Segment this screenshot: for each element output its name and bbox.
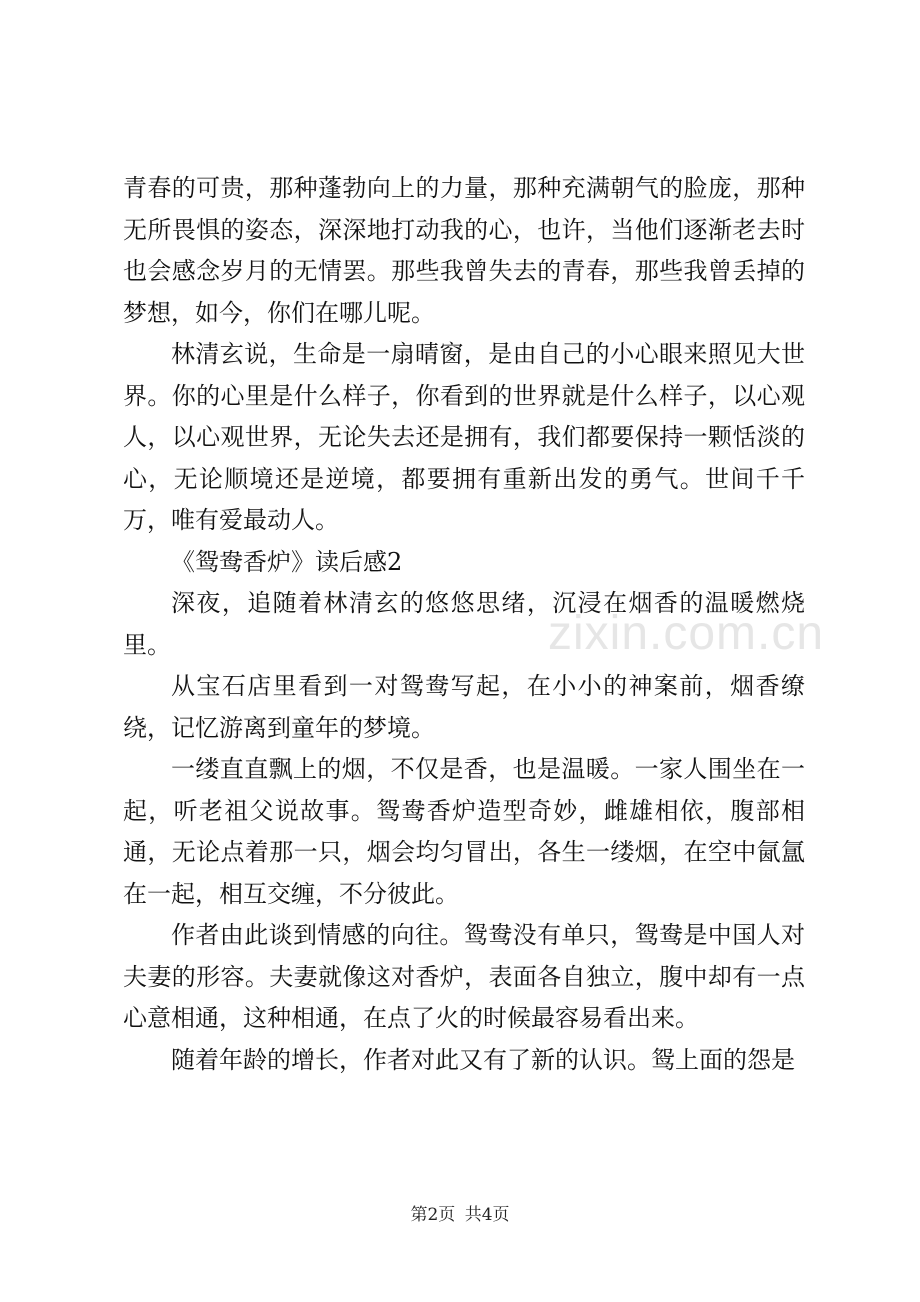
paragraph-1: 青春的可贵，那种蓬勃向上的力量，那种充满朝气的脸庞，那种无所畏惧的姿态，深深地打动我的心，也许，当他们逐渐老去时也会感念岁月的无情罢。那些我曾失去的青春，那些我曾丢掉的梦想，如今，你们在哪儿呢。: [123, 174, 805, 327]
paragraph-7: 随着年龄的增长，作者对此又有了新的认识。鸳上面的怨是: [171, 1045, 795, 1074]
paragraph-4: 从宝石店里看到一对鸳鸯写起，在小小的神案前，烟香缭绕，记忆游离到童年的梦境。: [123, 672, 805, 742]
section-heading: 《鸳鸯香炉》读后感2: [171, 547, 403, 576]
paragraph-6: 作者由此谈到情感的向往。鸳鸯没有单只，鸳鸯是中国人对夫妻的形容。夫妻就像这对香炉，表面各自独立，腹中却有一点心意相通，这种相通，在点了火的时候最容易看出来。: [123, 921, 805, 1032]
paragraph-5: 一缕直直飘上的烟，不仅是香，也是温暖。一家人围坐在一起，听老祖父说故事。鸳鸯香炉造型奇妙，雌雄相依，腹部相通，无论点着那一只，烟会均匀冒出，各生一缕烟，在空中氤氲在一起，相互交缠，不分彼此。: [123, 755, 805, 908]
paragraph-3: 深夜，追随着林清玄的悠悠思绪，沉浸在烟香的温暖燃烧里。: [123, 589, 805, 659]
paragraph-2: 林清玄说，生命是一扇晴窗，是由自己的小心眼来照见大世界。你的心里是什么样子，你看到的世界就是什么样子，以心观人，以心观世界，无论失去还是拥有，我们都要保持一颗恬淡的心，无论顺境还是逆境，都要拥有重新出发的勇气。世间千千万，唯有爱最动人。: [123, 340, 805, 534]
watermark: zixin.com.cn: [548, 607, 825, 660]
page-footer: 第2页 共4页: [410, 1205, 510, 1225]
body-text: [123, 168, 805, 1081]
